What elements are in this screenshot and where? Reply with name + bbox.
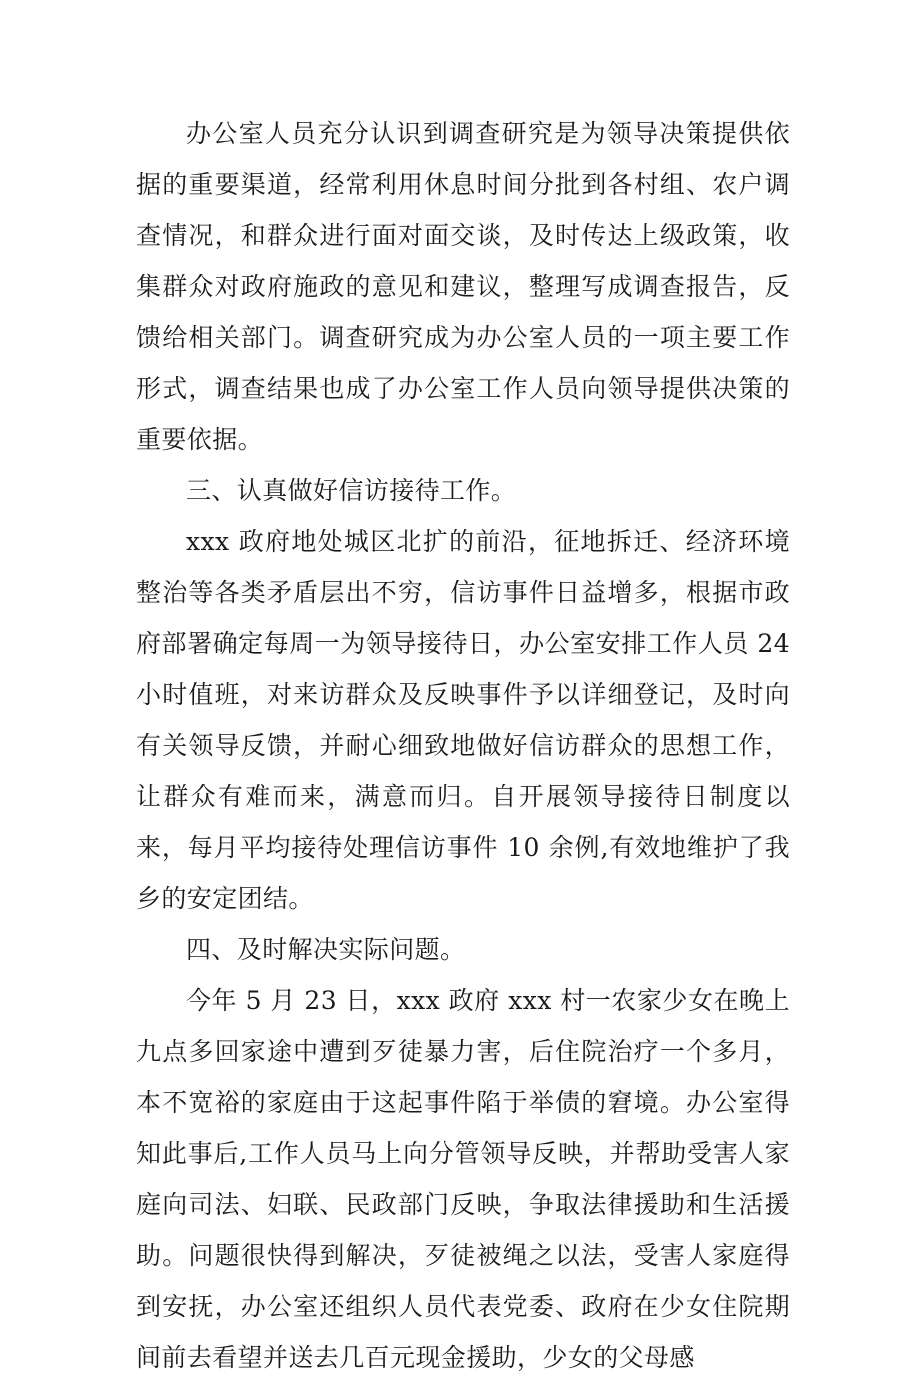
heading-solve-problems: 四、及时解决实际问题。 — [186, 935, 466, 964]
paragraph-petition: xxx 政府地处城区北扩的前沿，征地拆迁、经济环境整治等各类矛盾层出不穷，信访事件日益增多，根据市政府部署确定每周一为领导接待日，办公室安排工作人员 24 小时值班，对来访群众及反映事件予以详细登记，及时向有关领导反馈，并耐心细致地做好信访群众的思想工作，让群众有难而来，满意而归。自开展领导接待日制度以来，每月平均接待处理信访事件 10 余例,有效地维护了我乡的安定团结。 — [136, 527, 790, 913]
paragraph-research: 办公室人员充分认识到调查研究是为领导决策提供依据的重要渠道，经常利用休息时间分批到各村组、农户调查情况，和群众进行面对面交谈，及时传达上级政策，收集群众对政府施政的意见和建议，整理写成调查报告，反馈给相关部门。调查研究成为办公室人员的一项主要工作形式，调查结果也成了办公室工作人员向领导提供决策的重要依据。 — [136, 119, 790, 454]
document-body — [136, 108, 790, 1383]
paragraph-case: 今年 5 月 23 日，xxx 政府 xxx 村一农家少女在晚上九点多回家途中遭到歹徒暴力害，后住院治疗一个多月，本不宽裕的家庭由于这起事件陷于举债的窘境。办公室得知此事后,工作人员马上向分管领导反映，并帮助受害人家庭向司法、妇联、民政部门反映，争取法律援助和生活援助。问题很快得到解决，歹徒被绳之以法，受害人家庭得到安抚，办公室还组织人员代表党委、政府在少女住院期间前去看望并送去几百元现金援助，少女的父母感 — [136, 986, 790, 1372]
heading-petition-reception: 三、认真做好信访接待工作。 — [186, 476, 517, 505]
